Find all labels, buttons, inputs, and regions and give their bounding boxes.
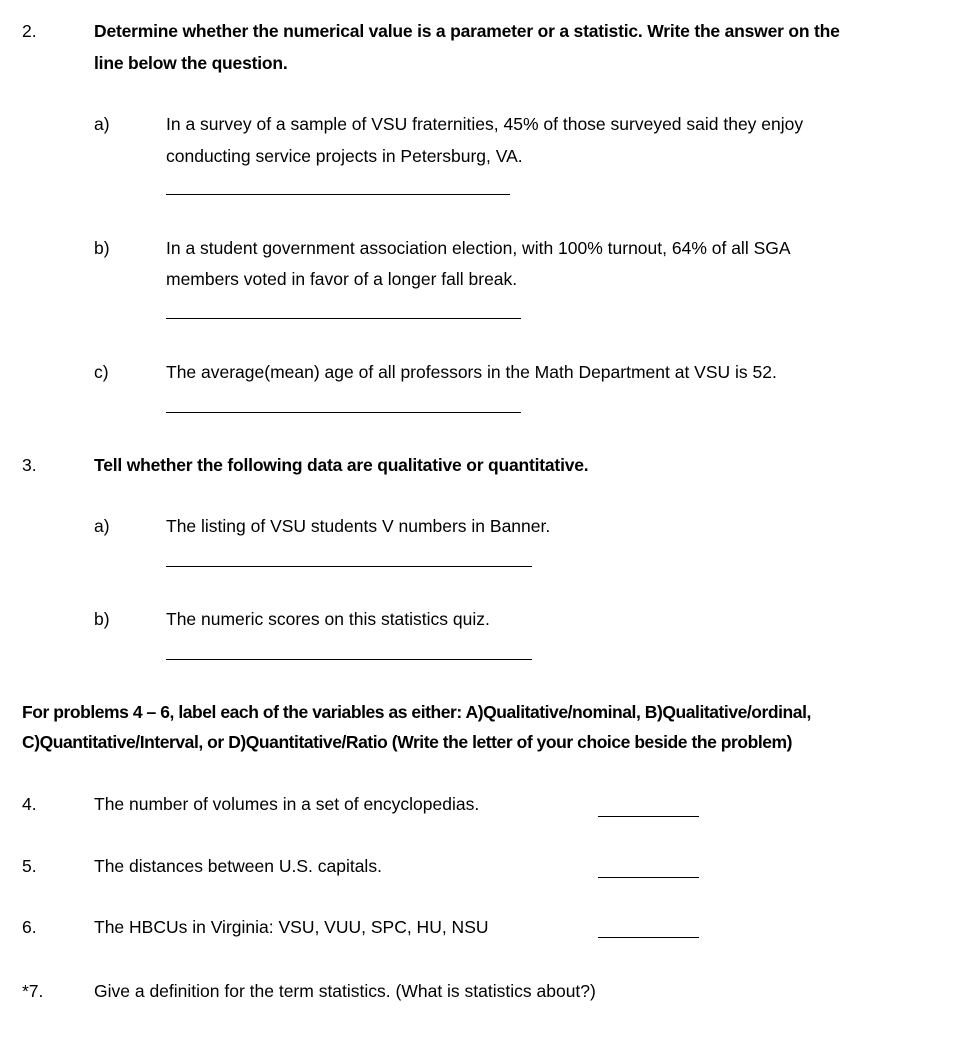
answer-line-3a[interactable] xyxy=(166,566,532,567)
question-3-number: 3. xyxy=(22,455,37,475)
question-3b-label: b) xyxy=(94,609,110,629)
question-2b-text-line-1: In a student government association election, with 100% turnout, 64% of all SGA xyxy=(166,238,791,258)
question-7-number: *7. xyxy=(22,981,44,1001)
question-3b-text: The numeric scores on this statistics quiz. xyxy=(166,609,490,629)
question-6-text: The HBCUs in Virginia: VSU, VUU, SPC, HU, NSU xyxy=(94,917,489,937)
question-2b-text-line-2: members voted in favor of a longer fall break. xyxy=(166,269,518,289)
question-3a-text: The listing of VSU students V numbers in Banner. xyxy=(166,516,551,536)
question-2-instruction-line-2: line below the question. xyxy=(94,53,288,73)
question-2a-text-line-1: In a survey of a sample of VSU fraternities, 45% of those surveyed said they enjoy xyxy=(166,114,804,134)
answer-line-2a[interactable] xyxy=(166,194,510,195)
answer-line-2b[interactable] xyxy=(166,318,521,319)
answer-line-3b[interactable] xyxy=(166,659,532,660)
answer-line-5[interactable] xyxy=(598,877,699,878)
question-4-number: 4. xyxy=(22,794,37,814)
question-2c-text: The average(mean) age of all professors in the Math Department at VSU is 52. xyxy=(166,362,777,382)
question-7-text: Give a definition for the term statistics. (What is statistics about?) xyxy=(94,981,596,1001)
question-2-instruction-line-1: Determine whether the numerical value is a parameter or a statistic. Write the answer on the xyxy=(94,21,840,41)
question-2a-label: a) xyxy=(94,114,110,134)
question-2c-label: c) xyxy=(94,362,109,382)
question-2-number: 2. xyxy=(22,21,37,41)
question-6-number: 6. xyxy=(22,917,37,937)
answer-line-6[interactable] xyxy=(598,937,699,938)
question-4-text: The number of volumes in a set of encyclopedias. xyxy=(94,794,480,814)
answer-line-4[interactable] xyxy=(598,816,699,817)
question-3a-label: a) xyxy=(94,516,110,536)
answer-line-2c[interactable] xyxy=(166,412,521,413)
question-5-number: 5. xyxy=(22,856,37,876)
question-5-text: The distances between U.S. capitals. xyxy=(94,856,382,876)
problems-4-6-instruction-line-2: C)Quantitative/Interval, or D)Quantitative/Ratio (Write the letter of your choice beside the problem) xyxy=(22,732,793,752)
question-3-instruction: Tell whether the following data are qualitative or quantitative. xyxy=(94,455,589,475)
question-2b-label: b) xyxy=(94,238,110,258)
problems-4-6-instruction-line-1: For problems 4 – 6, label each of the variables as either: A)Qualitative/nominal, B)Qualitative/ordinal, xyxy=(22,702,811,722)
question-2a-text-line-2: conducting service projects in Petersburg, VA. xyxy=(166,146,523,166)
